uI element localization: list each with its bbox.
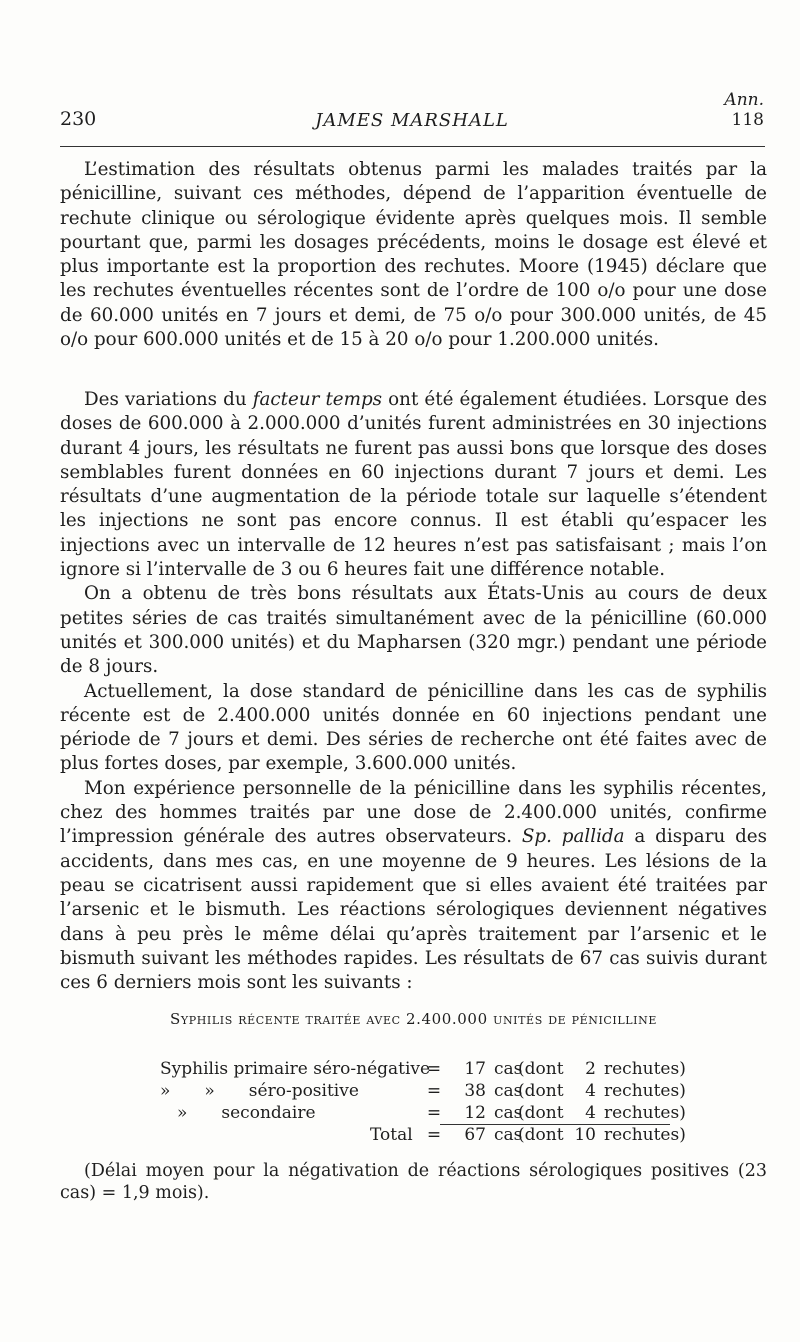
relapse-label: rechutes) (604, 1125, 686, 1145)
relapse-count: 4 (585, 1081, 596, 1101)
paragraph-text: L’estimation des résultats obtenus parmi les malades traités par la pénicilline, suivant ces méthodes, dépend de l’apparition éventuelle de rechute clinique ou sérologique évidente après quelques mois. Il semble pourtant que, parmi les dosages précédents, moins le dosage est élevé et plus importante est la proportion des rechutes. Moore (1945) déclare que les rechutes éventuelles récentes sont de l’ordre de 100 o/o pour une dose de 60.000 unités en 7 jours et demi, de 75 o/o pour 300.000 unités, de 45 o/o pour 600.000 unités et de 15 à 20 o/o pour 1.200.000 unités. (60, 159, 767, 351)
cases-unit: cas (494, 1125, 523, 1145)
case-count: 67 (464, 1125, 486, 1145)
header-rule (60, 146, 765, 147)
dont-label: (dont (518, 1103, 564, 1123)
cases-unit: cas (494, 1103, 523, 1123)
running-title: JAMES MARSHALL (315, 110, 509, 131)
row-label: » » séro-positive (160, 1081, 359, 1101)
p5-before: Mon expérience personnelle de la pénicilline dans les syphilis récentes, chez des hommes traités par une dose de 2.400.000 unités, confirme l’impression générale des autres observateurs. (60, 777, 767, 848)
p2-before: Des variations du (84, 389, 253, 410)
relapse-label: rechutes) (604, 1081, 686, 1101)
paragraph-3: On a obtenu de très bons résultats aux États-Unis au cours de deux petites séries de cas traités simultanément avec de la pénicilline (60.000 unités et 300.000 unités) et du Mapharsen (320 mgr.) pendant une période de 8 jours. (60, 583, 767, 678)
p2-after: ont été également étudiées. Lorsque des doses de 600.000 à 2.000.000 d’unités furent administrées en 30 injections durant 4 jours, les résultats ne furent pas aussi bons que lorsque des doses semblables furent données en 60 injections durant 7 jours et demi. Les résultats d’une augmentation de la période totale sur laquelle s’étendent les injections ne sont pas encore connus. Il est établi qu’espacer les injections avec un intervalle de 12 heures n’est pas satisfaisant ; mais l’on ignore si l’intervalle de 3 ou 6 heures fait une différence notable. (60, 389, 767, 581)
dont-label: (dont (518, 1125, 564, 1145)
relapse-label: rechutes) (604, 1059, 686, 1079)
paragraph-5 (60, 777, 767, 996)
relapse-count: 4 (585, 1103, 596, 1123)
p2-italic: facteur temps (252, 389, 383, 410)
paragraph-2 (60, 388, 767, 582)
cases-unit: cas (494, 1081, 523, 1101)
paragraph-4: Actuellement, la dose standard de pénicilline dans les cas de syphilis récente est de 2.400.000 unités donnée en 60 injections pendant une période de 7 jours et demi. Des séries de recherche ont été faites avec de plus fortes doses, par exemple, 3.600.000 unités. (60, 680, 767, 775)
case-count: 38 (464, 1081, 486, 1101)
main-text (60, 388, 767, 995)
footnote-text: (Délai moyen pour la négativation de réactions sérologiques positives (23 cas) = 1,9 mois). (60, 1161, 767, 1203)
ann-number: 118 (731, 110, 764, 130)
ann-label: Ann. (724, 90, 764, 110)
relapse-label: rechutes) (604, 1103, 686, 1123)
equals-sign: = (426, 1081, 442, 1101)
dont-label: (dont (518, 1081, 564, 1101)
page-header (60, 90, 764, 138)
equals-sign: = (426, 1103, 442, 1123)
footnote (60, 1160, 767, 1204)
p5-after: a disparu des accidents, dans mes cas, en une moyenne de 9 heures. Les lésions de la peau se cicatrisent aussi rapidement que si elles avaient été traitées par l’arsenic et le bismuth. Les réactions sérologiques deviennent négatives dans à peu près le même délai qu’après traitement par l’arsenic et le bismuth suivant les méthodes rapides. Les résultats de 67 cas suivis durant ces 6 derniers mois sont les suivants : (60, 826, 767, 994)
relapse-count: 10 (574, 1125, 596, 1145)
total-label: Total (370, 1125, 413, 1145)
equals-sign: = (426, 1059, 442, 1079)
case-count: 12 (464, 1103, 486, 1123)
relapse-count: 2 (585, 1059, 596, 1079)
row-label: » secondaire (160, 1103, 316, 1123)
table-title: Syphilis récente traitée avec 2.400.000 unités de pénicilline (170, 1010, 657, 1028)
cases-unit: cas (494, 1059, 523, 1079)
page-number: 230 (60, 108, 97, 130)
row-label: Syphilis primaire séro-négative (160, 1059, 431, 1079)
paragraph-1 (60, 158, 767, 352)
journal-ann (724, 90, 764, 130)
equals-sign: = (426, 1125, 442, 1145)
p5-italic: Sp. pallida (521, 826, 625, 848)
dont-label: (dont (518, 1059, 564, 1079)
case-count: 17 (464, 1059, 486, 1079)
